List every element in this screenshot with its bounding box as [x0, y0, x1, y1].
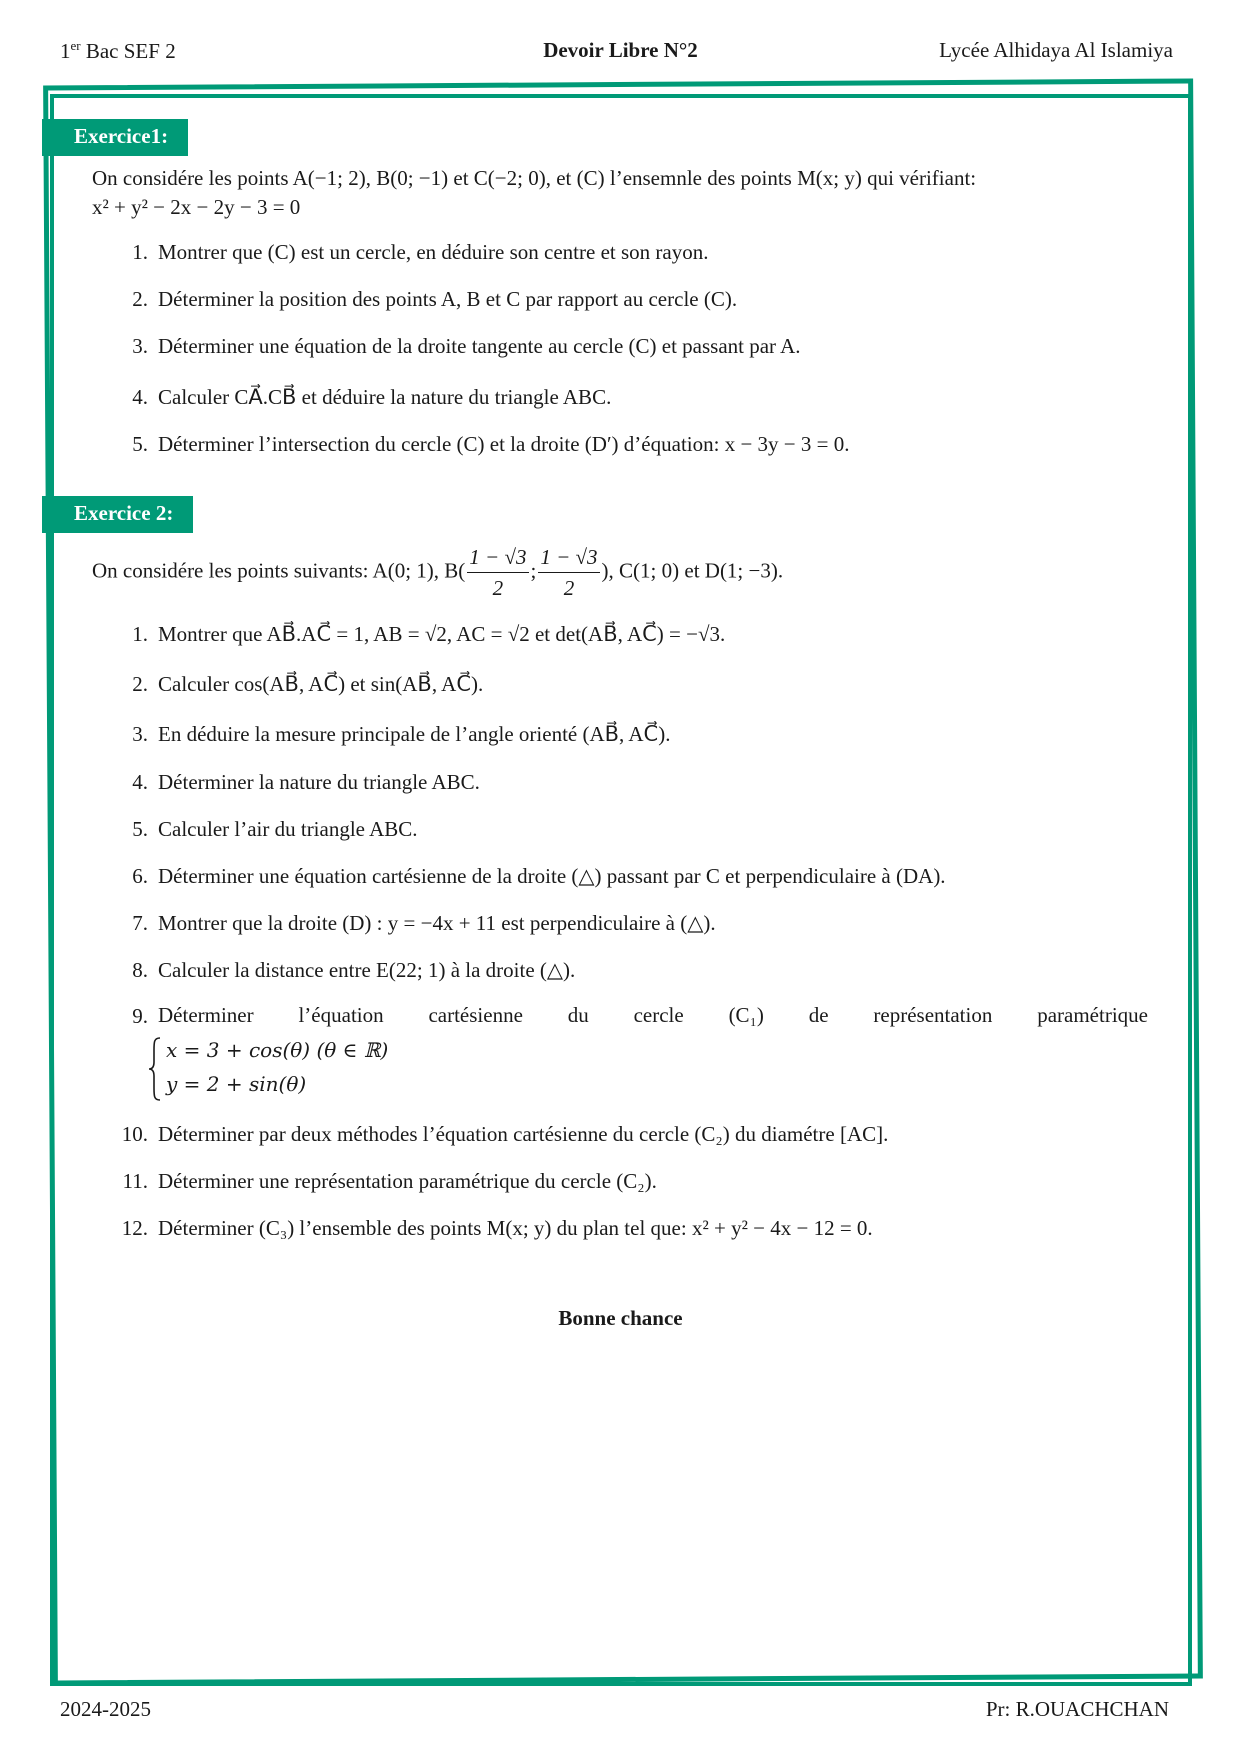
header-school: Lycée Alhidaya Al Islamiya: [939, 38, 1173, 62]
footer-author: Pr: R.OUACHCHAN: [985, 1697, 1169, 1721]
exercise2-item: 1. Montrer que AB⃗.AC⃗ = 1, AB = √2, AC = √2 et det(AB⃗, AC⃗) = −√3.: [132, 622, 726, 646]
exercise1-intro-line2: x² + y² − 2x − 2y − 3 = 0: [92, 195, 301, 219]
fraction: $\frac{1 - √3}{2}$: [538, 542, 599, 603]
exercise1-item: 4. Calculer CA⃗.CB⃗ et déduire la nature du triangle ABC.: [132, 385, 612, 409]
exercise2-item: 4. Déterminer la nature du triangle ABC.: [132, 770, 480, 794]
header-class: 1er Bac SEF 2: [60, 38, 176, 63]
exercise1-label: Exercice1:: [42, 119, 188, 156]
exercise2-intro: On considére les points suivants: A(0; 1), B( $\frac{1 - √3}{2}$ ; $\frac{1 - √3}{2}$ ), C(1; 0) et D(1; −3).: [92, 542, 1142, 603]
exercise2-item: 6. Déterminer une équation cartésienne de la droite (△) passant par C et perpendiculaire à (DA).: [132, 864, 946, 888]
footer-year: 2024-2025: [60, 1697, 151, 1721]
exercise2-item: 7. Montrer que la droite (D) : y = −4x + 11 est perpendiculaire à (△).: [132, 911, 716, 935]
exercise2-item: 2. Calculer cos(AB⃗, AC⃗) et sin(AB⃗, AC⃗).: [132, 672, 484, 696]
exercise1-item: 5. Déterminer l’intersection du cercle (C) et la droite (D′) d’équation: x − 3y − 3 = 0.: [132, 432, 850, 456]
exercise2-item: 12. Déterminer (C₃) l’ensemble des points M(x; y) du plan tel que: x² + y² − 4x − 12 = 0.: [121, 1216, 873, 1240]
exercise1-item: 3. Déterminer une équation de la droite tangente au cercle (C) et passant par A.: [132, 334, 801, 358]
system-brace: [148, 1036, 162, 1102]
closing-text: Bonne chance: [558, 1306, 683, 1330]
exercise2-item-9: 9. Déterminer l’équation cartésienne du cercle (C₁) de représentation paramétrique: [132, 1003, 1148, 1028]
item9-justified-line: Déterminer l’équation cartésienne du cercle (C₁) de représentation paramétrique: [158, 1003, 1148, 1027]
system-line1: x = 3 + cos(θ) (θ ∈ ℝ): [166, 1038, 389, 1062]
page-frame: [50, 94, 1192, 1686]
exercise1-item: 1. Montrer que (C) est un cercle, en déduire son centre et son rayon.: [132, 240, 709, 264]
fraction: $\frac{1 - √3}{2}$: [467, 542, 528, 603]
exercise1-item: 2. Déterminer la position des points A, B et C par rapport au cercle (C).: [132, 287, 738, 311]
exercise2-item: 10. Déterminer par deux méthodes l’équation cartésienne du cercle (C₂) du diamétre [AC].: [121, 1122, 889, 1146]
header-title: Devoir Libre N°2: [543, 38, 698, 62]
exercise2-label: Exercice 2:: [42, 496, 193, 533]
exercise2-item: 5. Calculer l’air du triangle ABC.: [132, 817, 418, 841]
exercise2-item: 3. En déduire la mesure principale de l’angle orienté (AB⃗, AC⃗).: [132, 722, 671, 746]
exercise2-item: 11. Déterminer une représentation paramétrique du cercle (C₂).: [122, 1169, 657, 1193]
exercise1-intro-line1: On considére les points A(−1; 2), B(0; −1) et C(−2; 0), et (C) l’ensemnle des points M(x; y) qui vérifiant:: [92, 166, 977, 190]
exercise2-item: 8. Calculer la distance entre E(22; 1) à la droite (△).: [132, 958, 576, 982]
system-line2: y = 2 + sin(θ): [166, 1072, 307, 1096]
